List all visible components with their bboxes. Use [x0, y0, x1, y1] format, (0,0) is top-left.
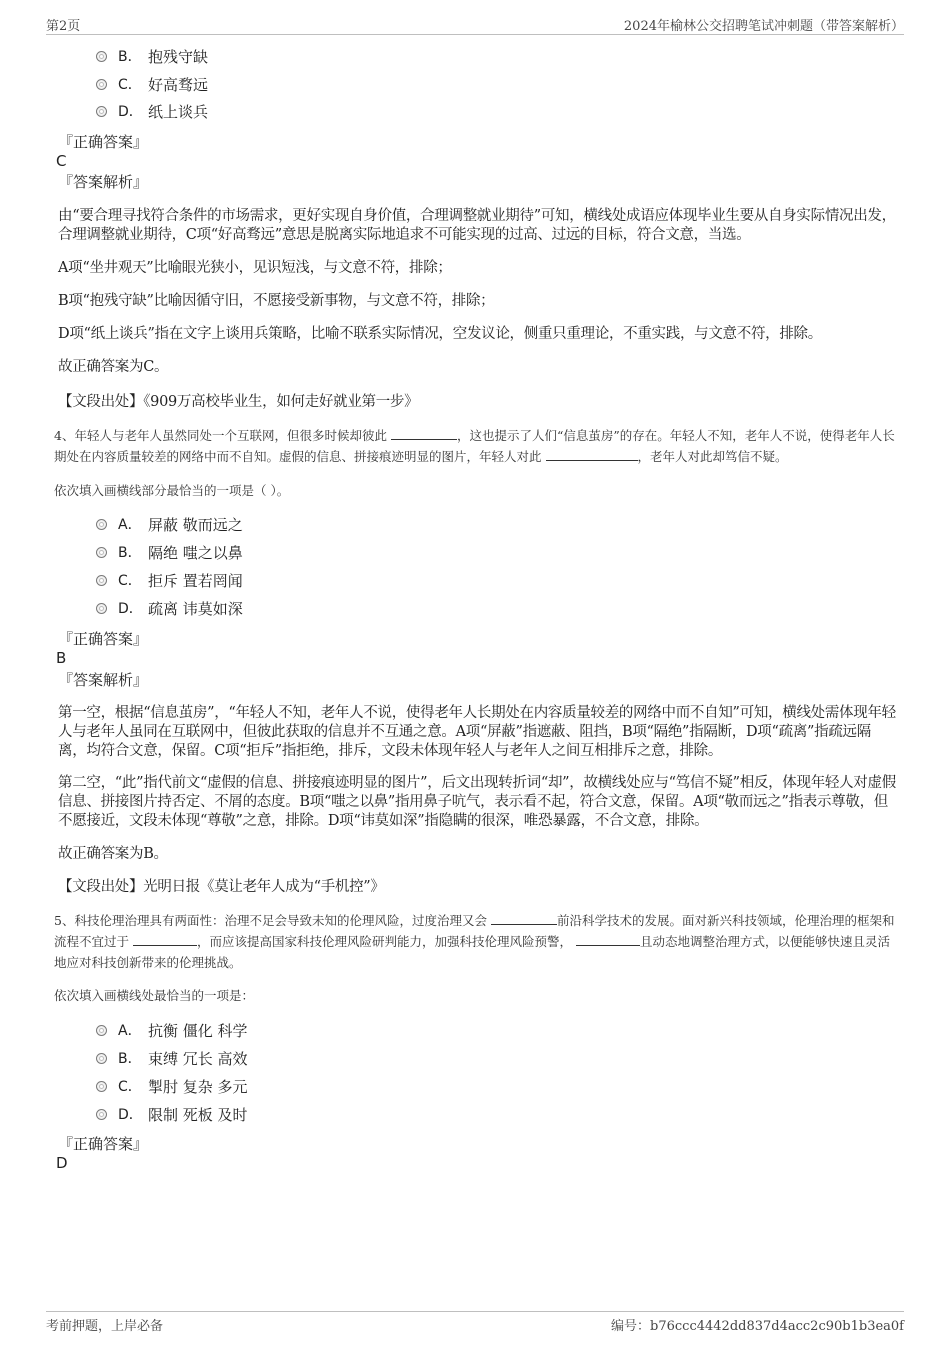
footer-slogan: 考前押题，上岸必备 [46, 1319, 164, 1334]
q3-analysis-paragraph: 故正确答案为C。 [58, 359, 169, 375]
q5-answer-label: 『正确答案』 [58, 1135, 149, 1153]
q4-blank-2 [546, 448, 638, 461]
q3-analysis-paragraph: B项“抱残守缺”比喻因循守旧，不愿接受新事物，与文意不符，排除； [58, 293, 495, 309]
q4-source: 【文段出处】光明日报《莫让老年人成为“手机控”》 [58, 879, 385, 895]
page-number: 第2页 [46, 19, 81, 34]
page-footer [46, 1311, 904, 1336]
q4-analysis-paragraph: 第一空，根据“信息茧房”，“年轻人不知，老年人不说，使得老年人长期处在内容质量较差的网络中而不自知”可知，横线处需体现年轻人与老年人虽同在互联网中，但彼此获取的信息并不互通之意。A项“屏蔽”指遮蔽、阻挡，B项“隔绝”指隔断，D项“疏离”指疏远隔离，均符合文意，保留。C项“拒斥”指拒绝，排斥，文段未体现年轻人与老年人之间互相排斥之意，排除。 [58, 705, 896, 759]
radio-icon[interactable] [96, 1053, 107, 1064]
radio-icon[interactable] [96, 1081, 107, 1092]
q3-source: 【文段出处】《909万高校毕业生，如何走好就业第一步》 [58, 394, 419, 410]
document-title: 2024年榆林公交招聘笔试冲刺题（带答案解析） [623, 19, 904, 34]
q3-answer: C [56, 152, 67, 170]
q3-analysis-paragraph: 由“要合理寻找符合条件的市场需求，更好实现自身价值，合理调整就业期待”可知，横线处成语应体现毕业生要从自身实际情况出发，合理调整就业期待，C项“好高骛远”意思是脱离实际地追求不可能实现的过高、过远的目标，符合文意，当选。 [58, 208, 896, 243]
page-header [46, 12, 904, 35]
radio-icon[interactable] [96, 547, 107, 558]
q4-answer: B [56, 649, 67, 667]
radio-icon[interactable] [96, 603, 107, 614]
q5-blank-2 [133, 933, 197, 946]
q4-analysis-paragraph: 第二空，“此”指代前文“虚假的信息、拼接痕迹明显的图片”，后文出现转折词“却”，故横线处应与“笃信不疑”相反，体现年轻人对虚假信息、拼接图片持否定、不屑的态度。B项“嗤之以鼻”指用鼻子吭气，表示看不起，符合文意，保留。A项“敬而远之”指表示尊敬，但不愿接近，文段未体现“尊敬”之意，排除。D项“讳莫如深”指隐瞒的很深，唯恐暴露，不合文意，排除。 [58, 775, 896, 829]
q3-analysis-label: 『答案解析』 [58, 173, 149, 191]
radio-icon[interactable] [96, 1109, 107, 1120]
q3-analysis-paragraph: A项“坐井观天”比喻眼光狭小，见识短浅，与文意不符，排除； [58, 260, 452, 276]
radio-icon[interactable] [96, 519, 107, 530]
q5-blank-3 [576, 933, 640, 946]
q4-answer-label: 『正确答案』 [58, 630, 149, 648]
q4-analysis-label: 『答案解析』 [58, 671, 149, 689]
q5-blank-1 [491, 912, 557, 925]
radio-icon[interactable] [96, 1025, 107, 1036]
q4-stem: 4、年轻人与老年人虽然同处一个互联网，但很多时候却彼此 ，这也提示了人们“信息茧房”的存在。年轻人不知，老年人不说，使得老年人长期处在内容质量较差的网络中而不自知。虚假的信息、拼接痕迹明显的图片，年轻人对此 ，老年人对此却笃信不疑。 [54, 428, 895, 464]
q4-blank-1 [391, 427, 457, 440]
q3-analysis-paragraph: D项“纸上谈兵”指在文字上谈用兵策略，比喻不联系实际情况，空发议论，侧重只重理论，不重实践，与文意不符，排除。 [58, 326, 822, 342]
footer-serial: 编号：b76ccc4442dd837d4acc2c90b1b3ea0f [611, 1319, 904, 1334]
radio-icon[interactable] [96, 51, 107, 62]
radio-icon[interactable] [96, 575, 107, 586]
q5-stem: 5、科技伦理治理具有两面性：治理不足会导致未知的伦理风险，过度治理又会 前沿科学技术的发展。面对新兴科技领域，伦理治理的框架和流程不宜过于 ，而应该提高国家科技伦理风险研判能力，加强科技伦理风险预警， 且动态地调整治理方式，以便能够快速且灵活地应对科技创新带来的伦理挑战。 [54, 913, 895, 970]
q4-prompt: 依次填入画横线部分最恰当的一项是（ ）。 [54, 483, 290, 498]
q5-prompt: 依次填入画横线处最恰当的一项是： [54, 988, 255, 1003]
radio-icon[interactable] [96, 106, 107, 117]
q4-analysis-paragraph: 故正确答案为B。 [58, 846, 168, 862]
q3-answer-label: 『正确答案』 [58, 133, 149, 151]
q5-answer: D [56, 1154, 68, 1172]
radio-icon[interactable] [96, 79, 107, 90]
